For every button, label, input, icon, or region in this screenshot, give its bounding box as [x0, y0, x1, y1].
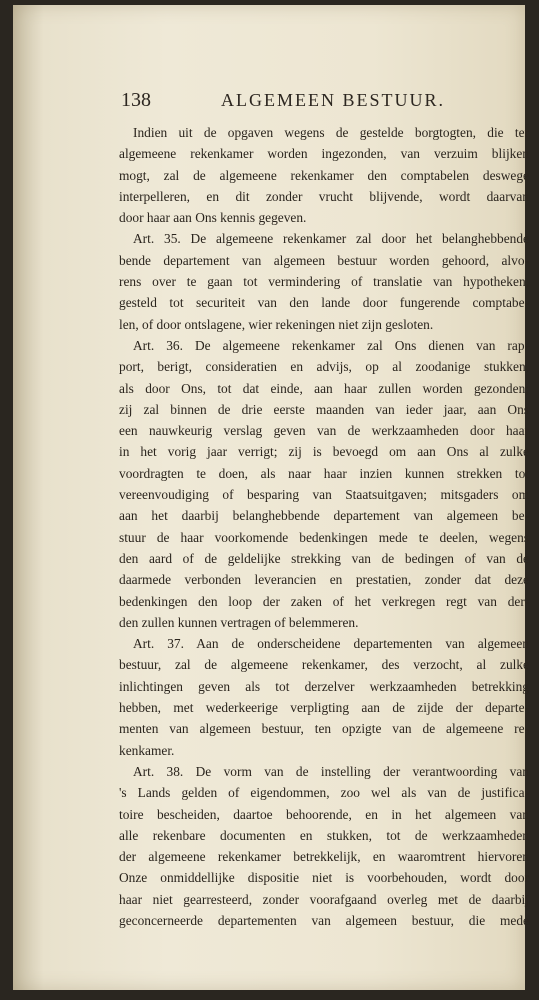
text-line: inlichtingen geven als tot derzelver werkzaamheden betrekking — [119, 678, 529, 694]
text-line: door haar aan Ons kennis gegeven. — [119, 210, 307, 226]
text-line: len, of door ontslagene, wier rekeningen niet zijn gesloten. — [119, 316, 434, 332]
text-line: geconcerneerde departementen van algemeen bestuur, die mede — [119, 912, 529, 928]
text-line: zij zal binnen de drie eerste maanden van ieder jaar, aan Ons — [119, 401, 529, 417]
text-line: der algemeene rekenkamer betrekkelijk, en waaromtrent hiervoren — [119, 849, 529, 865]
text-line: Onze onmiddellijke dispositie niet is voorbehouden, wordt door — [119, 870, 529, 886]
body-text — [119, 122, 529, 931]
text-line: gesteld tot securiteit van den lande door fungerende comptabe- — [119, 295, 529, 311]
text-line: bestuur, zal de algemeene rekenkamer, des verzocht, al zulke — [119, 657, 529, 673]
text-line: vereenvoudiging of besparing van Staatsuitgaven; mitsgaders om — [119, 487, 529, 503]
text-line: den aard of de geldelijke strekking van de bedingen of van de — [119, 550, 529, 566]
text-line: daarmede verbonden leverancien en prestatien, zonder dat deze — [119, 572, 529, 588]
text-line: bedenkingen den loop der zaken of het verkregen regt van der- — [119, 593, 529, 609]
page-number: 138 — [121, 89, 151, 111]
text-line: rens over te gaan tot vermindering of translatie van hypotheken, — [119, 274, 529, 290]
text-line: in het vorig jaar verrigt; zij is bevoegd om aan Ons al zulke — [119, 444, 529, 460]
text-line: Art. 38. De vorm van de instelling der verantwoording van — [133, 763, 529, 779]
text-line: haar niet gearresteerd, zonder voorafgaand overleg met de daarbij — [119, 891, 529, 907]
text-line: als door Ons, tot dat einde, aan haar zullen worden gezonden; — [119, 380, 529, 396]
text-line: Art. 37. Aan de onderscheidene departementen van algemeen — [133, 636, 529, 652]
text-line: Indien uit de opgaven wegens de gestelde borgtogten, die ter — [133, 125, 529, 140]
text-line: bende departement van algemeen bestuur worden gehoord, alvo- — [119, 252, 529, 268]
text-line: voordragten te doen, als naar haar inzien kunnen strekken tot — [119, 465, 529, 481]
book-page — [13, 5, 529, 990]
text-line: mogt, zal de algemeene rekenkamer den comptabelen deswege — [119, 167, 529, 183]
text-line: Art. 35. De algemeene rekenkamer zal door het belanghebbende — [133, 231, 529, 247]
text-line: menten van algemeen bestuur, ten opzigte van de algemeene re- — [119, 721, 529, 737]
running-title: ALGEMEEN BESTUUR. — [221, 90, 445, 110]
text-line: den zullen kunnen vertragen of belemmeren. — [119, 614, 359, 630]
text-line: hebben, met wederkeerige verpligting aan de zijde der departe- — [119, 700, 529, 716]
text-line: stuur de haar voorkomende bedenkingen mede te deelen, wegens — [119, 529, 529, 545]
text-line: interpelleren, en dit zonder vrucht blijvende, wordt daarvan — [119, 188, 529, 204]
text-line: toire bescheiden, daartoe behoorende, en in het algemeen van — [119, 806, 529, 822]
text-line: Art. 36. De algemeene rekenkamer zal Ons dienen van rap- — [133, 337, 529, 353]
text-line: alle rekenbare documenten en stukken, tot de werkzaamheden — [119, 827, 529, 843]
text-line: algemeene rekenkamer worden ingezonden, van verzuim blijken — [119, 146, 529, 162]
text-line: een nauwkeurig verslag geven van de werkzaamheden door haar — [119, 423, 529, 439]
text-line: port, berigt, consideratien en advijs, op al zoodanige stukken, — [119, 359, 529, 375]
text-line: aan het daarbij belanghebbende departement van algemeen be- — [119, 508, 529, 524]
text-line: 's Lands gelden of eigendommen, zoo wel als van de justifica- — [119, 785, 529, 801]
text-line: kenkamer. — [119, 742, 175, 758]
page-header — [121, 89, 451, 113]
